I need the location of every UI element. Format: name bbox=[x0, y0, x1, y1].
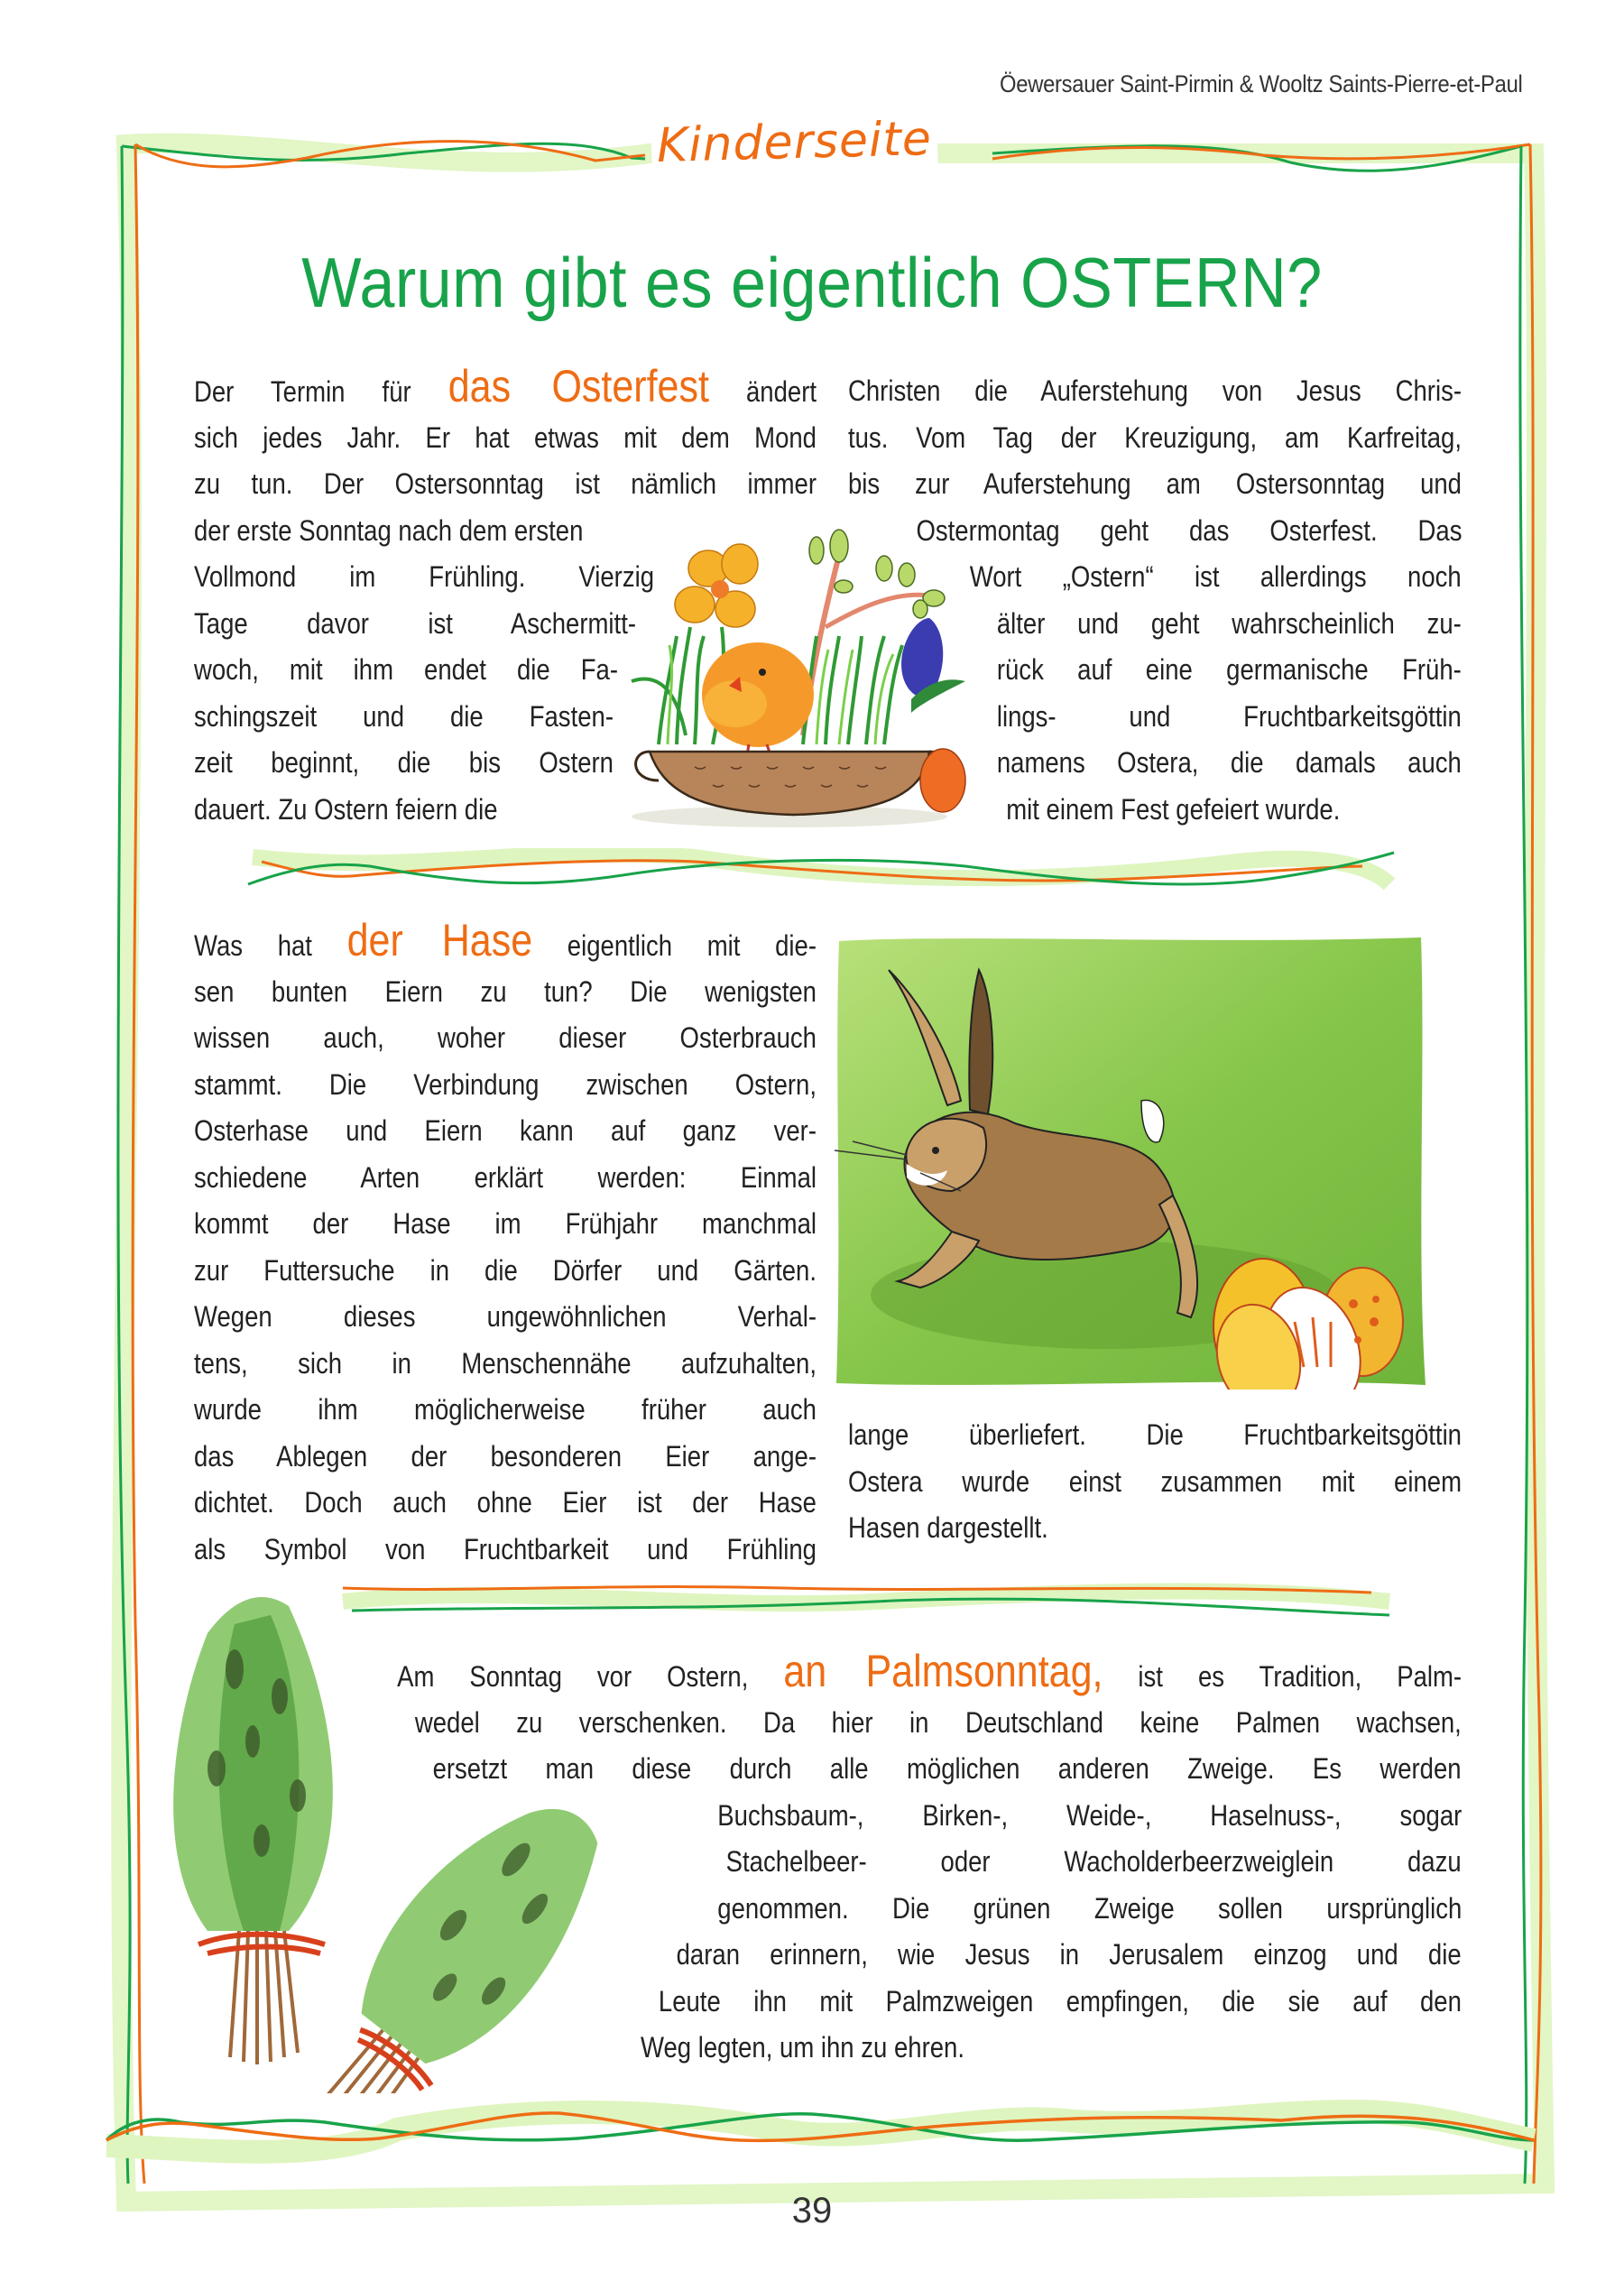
text-line: Wort „Ostern“ ist allerdings noch bbox=[969, 560, 1462, 593]
rabbit-with-eggs-illustration bbox=[835, 934, 1430, 1390]
text-line: wissen auch, woher dieser Osterbrauch bbox=[194, 1021, 817, 1054]
text-run: ändert bbox=[708, 375, 817, 408]
text-line: schingszeit und die Fasten- bbox=[194, 699, 614, 733]
text-line: Tage davor ist Aschermitt- bbox=[194, 606, 636, 640]
text-line: Christen die Auferstehung von Jesus Chris- bbox=[848, 374, 1462, 407]
text-line: Weg legten, um ihn zu ehren. bbox=[641, 2031, 964, 2064]
text-line: Osterhase und Eiern kann auf ganz ver- bbox=[194, 1114, 817, 1147]
text-line: daran erinnern, wie Jesus in Jerusalem einzog und die bbox=[676, 1938, 1462, 1971]
section3-text bbox=[379, 1646, 1463, 2072]
text-run: eigentlich mit die- bbox=[532, 929, 817, 962]
section2-right-column bbox=[848, 1412, 1462, 1552]
text-line: zur Futtersuche in die Dörfer und Gärten. bbox=[194, 1253, 817, 1287]
text-line: rück auf eine germanische Früh- bbox=[996, 653, 1462, 686]
text-line bbox=[194, 915, 817, 969]
page-number: 39 bbox=[791, 2191, 833, 2230]
text-line: ersetzt man diese durch alle möglichen anderen Zweige. Es werden bbox=[433, 1752, 1462, 1785]
text-line: woch, mit ihm endet die Fa- bbox=[194, 653, 618, 686]
text-line: kommt der Hase im Frühjahr manchmal bbox=[194, 1207, 817, 1240]
text-line: bis zur Auferstehung am Ostersonntag und bbox=[848, 467, 1462, 500]
text-line: das Ablegen der besonderen Eier ange- bbox=[194, 1439, 817, 1473]
text-line: namens Ostera, die damals auch bbox=[996, 746, 1462, 779]
text-line: Leute ihn mit Palmzweigen empfingen, die sie auf den bbox=[658, 1984, 1462, 2018]
text-line: tus. Vom Tag der Kreuzigung, am Karfreitag, bbox=[848, 420, 1462, 454]
page-title: Warum gibt es eigentlich OSTERN? bbox=[301, 243, 1323, 322]
text-line: zeit beginnt, die bis Ostern bbox=[194, 746, 614, 779]
text-line: dauert. Zu Ostern feiern die bbox=[194, 792, 498, 826]
text-line: genommen. Die grünen Zweige sollen ursprünglich bbox=[716, 1891, 1462, 1925]
text-line: der erste Sonntag nach dem ersten bbox=[194, 513, 584, 547]
text-line: Hasen dargestellt. bbox=[848, 1511, 1048, 1544]
text-run: ist es Tradition, Palm- bbox=[1103, 1660, 1463, 1693]
text-line: schiedene Arten erklärt werden: Einmal bbox=[194, 1160, 817, 1194]
text-line: dichtet. Doch auch ohne Eier ist der Hase bbox=[194, 1486, 817, 1519]
text-line: lange überliefert. Die Fruchtbarkeitsgöttin bbox=[848, 1418, 1462, 1451]
highlight-keyword: der Hase bbox=[346, 915, 533, 965]
section2-left-column bbox=[194, 915, 817, 1573]
text-line: Stachelbeer- oder Wacholderbeerzweiglein dazu bbox=[725, 1845, 1462, 1878]
text-run: Was hat bbox=[194, 929, 347, 962]
text-line: sen bunten Eiern zu tun? Die wenigsten bbox=[194, 974, 817, 1008]
text-run: Am Sonntag vor Ostern, bbox=[397, 1660, 784, 1693]
text-run: Der Termin für bbox=[194, 375, 448, 408]
section-divider bbox=[244, 848, 1398, 902]
highlight-keyword: an Palmsonntag, bbox=[783, 1646, 1103, 1696]
text-line: Buchsbaum-, Birken-, Weide-, Haselnuss-, sogar bbox=[716, 1798, 1462, 1832]
text-line bbox=[194, 361, 817, 415]
text-line: tens, sich in Menschennähe aufzuhalten, bbox=[194, 1346, 817, 1380]
text-line: wurde ihm möglicherweise früher auch bbox=[194, 1393, 817, 1426]
text-line: Ostermontag geht das Osterfest. Das bbox=[916, 513, 1462, 547]
text-line: lings- und Fruchtbarkeitsgöttin bbox=[996, 699, 1462, 733]
chick-in-basket-illustration bbox=[623, 519, 983, 839]
text-line: als Symbol von Fruchtbarkeit und Frühling bbox=[194, 1532, 817, 1565]
text-line: mit einem Fest gefeiert wurde. bbox=[1005, 792, 1341, 826]
text-line bbox=[397, 1646, 1463, 1700]
text-line: stammt. Die Verbindung zwischen Ostern, bbox=[194, 1067, 817, 1101]
text-line: sich jedes Jahr. Er hat etwas mit dem Mond bbox=[194, 420, 817, 454]
text-line: Wegen dieses ungewöhnlichen Verhal- bbox=[194, 1300, 817, 1333]
parish-header: Öewersauer Saint-Pirmin & Wooltz Saints-Pierre-et-Paul bbox=[1000, 70, 1523, 97]
text-line: wedel zu verschenken. Da hier in Deutschland keine Palmen wachsen, bbox=[415, 1705, 1462, 1739]
text-line: Ostera wurde einst zusammen mit einem bbox=[848, 1464, 1462, 1498]
text-line: zu tun. Der Ostersonntag ist nämlich immer bbox=[194, 467, 817, 500]
highlight-keyword: das Osterfest bbox=[448, 361, 709, 411]
section-label: Kinderseite bbox=[651, 112, 937, 173]
text-line: älter und geht wahrscheinlich zu- bbox=[996, 606, 1462, 640]
text-line: Vollmond im Frühling. Vierzig bbox=[194, 560, 654, 593]
